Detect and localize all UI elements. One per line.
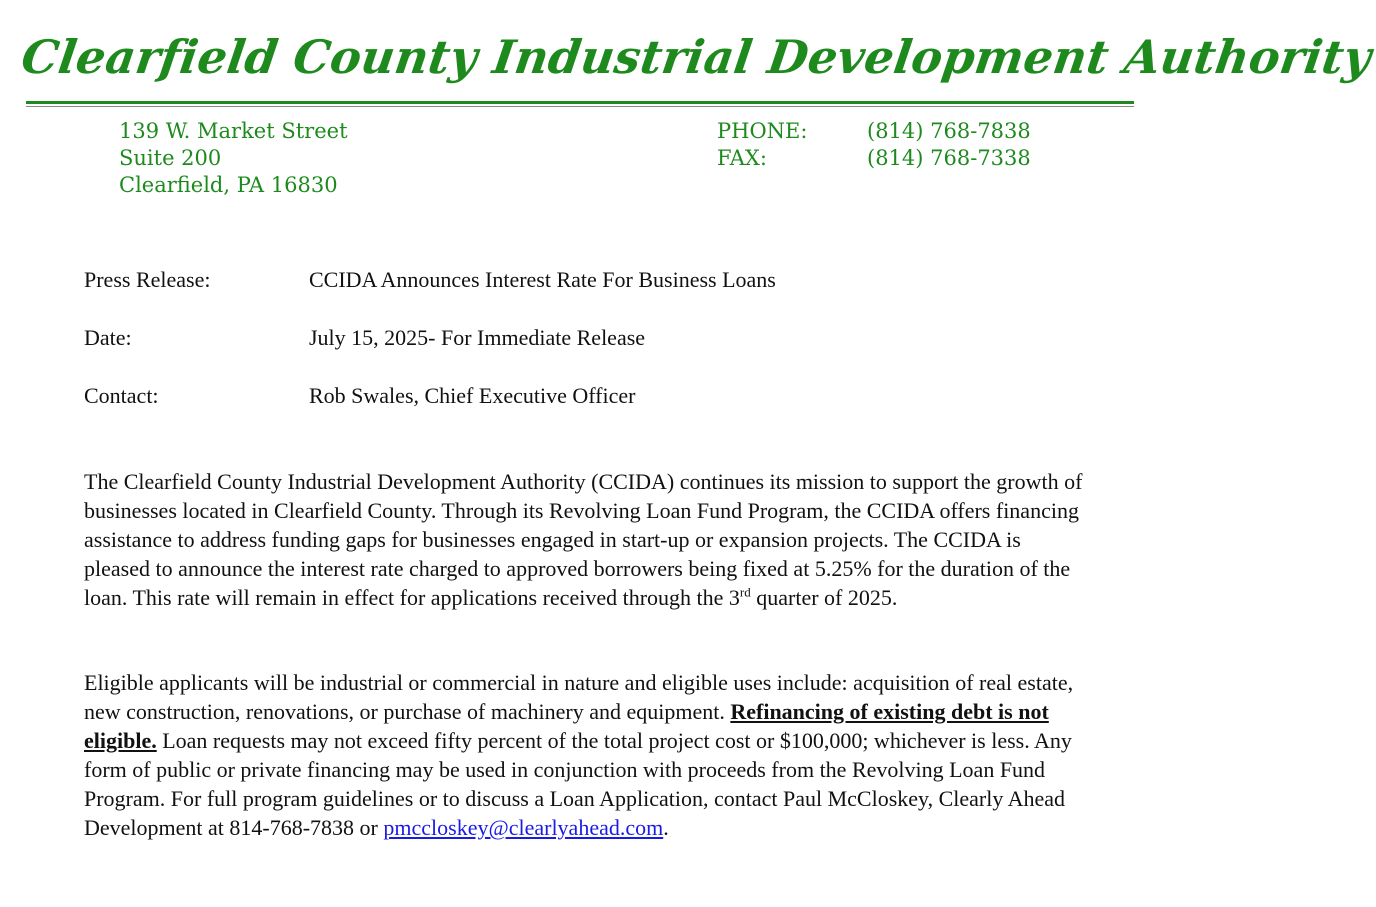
- paragraph-text-middle: Loan requests may not exceed fifty percent of the total project cost or $100,000; whichever is less. Any form of public or private financing may be used in conjunction with proceeds from the Revolving Loan Fund Program. For full program guidelines or to discuss a Loan Application, contact Paul McCloskey, Clearly Ahead Development at 814-768-7838 or: [84, 728, 1072, 840]
- body-paragraph-eligibility: [84, 668, 1084, 842]
- paragraph-text-end: .: [663, 815, 669, 840]
- paragraph-text: Eligible applicants will be industrial or commercial in nature and eligible uses include: acquisition of real estate, new construction, renovations, or purchase of machinery and equipment.: [84, 670, 1074, 724]
- fax-row: [717, 145, 1031, 172]
- release-date: July 15, 2025- For Immediate Release: [309, 325, 646, 350]
- release-metadata: [84, 266, 1084, 440]
- organization-masthead: Clearfield County Industrial Development Authority: [18, 30, 1375, 84]
- date-label: Date:: [84, 325, 132, 350]
- press-release-label: Press Release:: [84, 267, 211, 292]
- press-release-row: [84, 266, 1084, 324]
- ineligibility-notice: Refinancing of existing debt is not eligible.: [84, 699, 1049, 753]
- phone-label: PHONE:: [717, 119, 808, 143]
- phone-row: [717, 118, 1031, 145]
- contact-person: Rob Swales, Chief Executive Officer: [309, 383, 636, 408]
- contact-numbers: [717, 118, 1031, 172]
- address-line-suite: Suite 200: [119, 146, 222, 170]
- ordinal-superscript: rd: [739, 584, 751, 600]
- phone-number: (814) 768-7838: [867, 119, 1031, 143]
- paragraph-text: The Clearfield County Industrial Development Authority (CCIDA) continues its mission to support the growth of businesses located in Clearfield County. Through its Revolving Loan Fund Program, the CCIDA offers financing assistance to address funding gaps for businesses engaged in start-up or expansion projects. The CCIDA is pleased to announce the interest rate charged to approved borrowers being fixed at 5.25% for the duration of the loan. This rate will remain in effect for applications received through the 3: [84, 469, 1083, 610]
- date-row: [84, 324, 1084, 382]
- body-paragraph-mission: [84, 467, 1084, 612]
- paragraph-text-end: quarter of 2025.: [750, 585, 898, 610]
- address-line-city: Clearfield, PA 16830: [119, 173, 338, 197]
- address-line-street: 139 W. Market Street: [119, 119, 348, 143]
- header-rule: [26, 101, 1134, 104]
- header-rule-shadow: [26, 106, 1134, 107]
- press-release-title: CCIDA Announces Interest Rate For Business Loans: [309, 267, 776, 292]
- contact-label: Contact:: [84, 383, 159, 408]
- contact-row: [84, 382, 1084, 440]
- contact-email-link[interactable]: pmccloskey@clearlyahead.com: [383, 815, 664, 840]
- mailing-address: [119, 118, 348, 199]
- fax-number: (814) 768-7338: [867, 146, 1031, 170]
- fax-label: FAX:: [717, 146, 767, 170]
